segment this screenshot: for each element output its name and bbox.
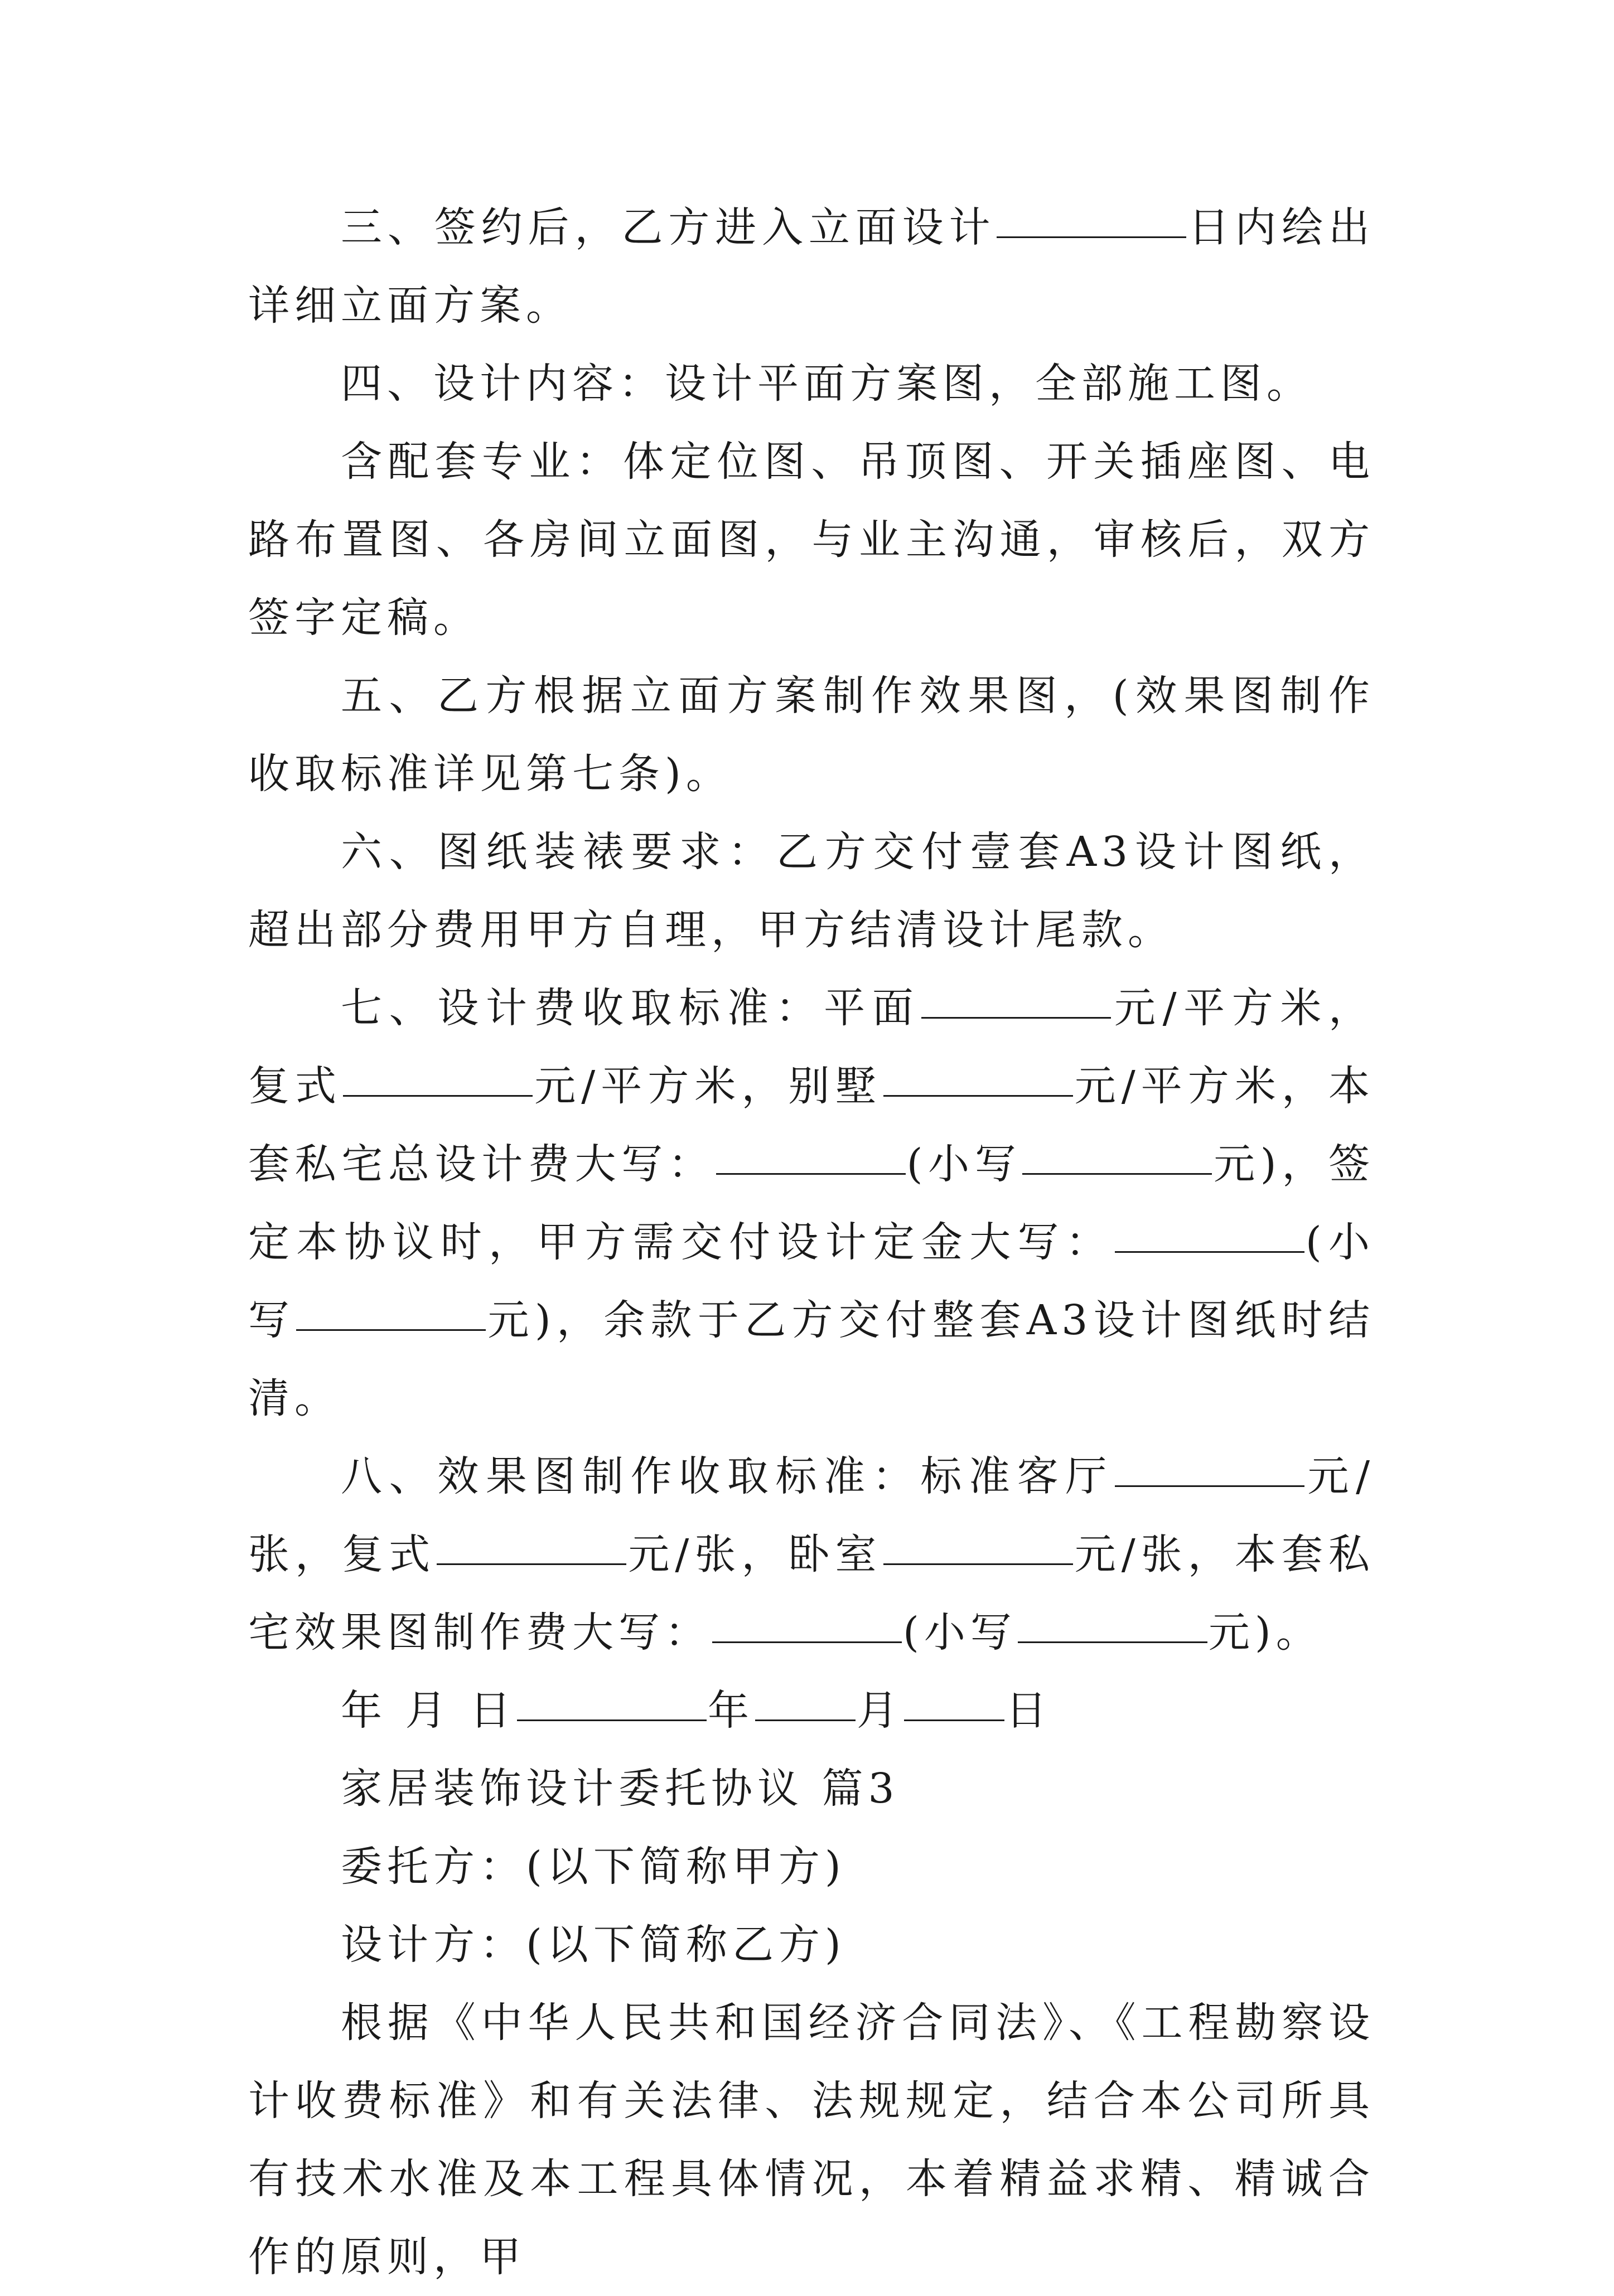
document-body bbox=[248, 188, 1375, 2296]
clause-7-text-a: 七、设计费收取标准：平面 bbox=[341, 984, 921, 1032]
blank-line bbox=[1115, 1485, 1304, 1487]
clause-7-text-e: (小写 bbox=[906, 1140, 1022, 1188]
clause-3-text-a: 三、签约后，乙方进入立面设计 bbox=[341, 204, 996, 251]
clause-3-text-b: 日内绘出详细立面方案。 bbox=[248, 204, 1375, 330]
clause-4-paragraph bbox=[248, 345, 1375, 423]
date-line-month: 月 bbox=[857, 1687, 903, 1735]
date-line-day: 日 bbox=[1006, 1687, 1052, 1735]
blank-line bbox=[883, 1094, 1073, 1097]
preamble-text: 根据《中华人民共和国经济合同法》、《工程勘察设计收费标准》和有关法律、法规规定，结合本公司所具有技术水准及本工程具体情况，本着精益求精、精诚合作的原则，甲 bbox=[248, 1999, 1375, 2281]
supporting-items-paragraph bbox=[248, 423, 1375, 657]
blank-line bbox=[437, 1563, 626, 1565]
blank-line bbox=[997, 236, 1186, 238]
blank-line bbox=[343, 1094, 533, 1097]
clause-8-paragraph bbox=[248, 1437, 1375, 1672]
blank-line bbox=[1022, 1173, 1212, 1175]
clause-7-text-c: 元/平方米，别墅 bbox=[534, 1062, 882, 1110]
designer-line-text: 设计方：(以下简称乙方) bbox=[341, 1921, 846, 1969]
date-line-year: 年 bbox=[708, 1687, 755, 1735]
blank-line bbox=[716, 1173, 906, 1175]
blank-line bbox=[904, 1719, 1004, 1721]
clause-7-text-h: 元)，余款于乙方交付整套A3设计图纸时结清。 bbox=[248, 1296, 1375, 1422]
clause-8-text-c: 元/张，卧室 bbox=[627, 1530, 882, 1578]
clause-5-text: 五、乙方根据立面方案制作效果图，(效果图制作收取标准详见第七条)。 bbox=[248, 672, 1375, 798]
clause-7-text-g: (小写 bbox=[248, 1218, 1375, 1344]
clause-8-text-d: 元/张，本套私宅效果图制作费大写： bbox=[248, 1530, 1375, 1656]
clause-8-text-f: 元)。 bbox=[1208, 1609, 1322, 1656]
clause-6-text: 六、图纸装裱要求：乙方交付壹套A3设计图纸，超出部分费用甲方自理，甲方结清设计尾款。 bbox=[248, 828, 1375, 954]
blank-line bbox=[712, 1641, 902, 1643]
blank-line bbox=[921, 1016, 1111, 1019]
section-title bbox=[248, 1750, 1375, 1828]
blank-line bbox=[1018, 1641, 1207, 1643]
clause-8-text-a: 八、效果图制作收取标准：标准客厅 bbox=[341, 1452, 1114, 1500]
clause-5-paragraph bbox=[248, 657, 1375, 813]
clause-3-paragraph bbox=[248, 188, 1375, 345]
clause-7-paragraph bbox=[248, 969, 1375, 1437]
clause-8-text-e: (小写 bbox=[903, 1609, 1017, 1656]
blank-line bbox=[755, 1719, 856, 1721]
section-title-text: 家居装饰设计委托协议 篇3 bbox=[341, 1765, 900, 1813]
supporting-items-text: 含配套专业：体定位图、吊顶图、开关插座图、电路布置图、各房间立面图，与业主沟通，审核后，双方签字定稿。 bbox=[248, 438, 1375, 642]
date-line-text-a: 年 月 日 bbox=[341, 1687, 516, 1735]
blank-line bbox=[296, 1329, 486, 1331]
clause-6-paragraph bbox=[248, 813, 1375, 969]
clause-7-text-f: 元)，签定本协议时，甲方需交付设计定金大写： bbox=[248, 1140, 1375, 1266]
preamble-paragraph bbox=[248, 1984, 1375, 2296]
clause-8-text-b: 元/张，复式 bbox=[248, 1452, 1375, 1578]
blank-line bbox=[1115, 1251, 1304, 1253]
clause-4-text: 四、设计内容：设计平面方案图，全部施工图。 bbox=[341, 360, 1313, 408]
blank-line bbox=[517, 1719, 707, 1721]
clause-7-text-d: 元/平方米，本套私宅总设计费大写： bbox=[248, 1062, 1375, 1188]
blank-line bbox=[883, 1563, 1073, 1565]
designer-line bbox=[248, 1906, 1375, 1984]
date-line bbox=[248, 1672, 1375, 1750]
client-line-text: 委托方：(以下简称甲方) bbox=[341, 1843, 846, 1891]
client-line bbox=[248, 1828, 1375, 1906]
clause-7-text-b: 元/平方米，复式 bbox=[248, 984, 1375, 1110]
